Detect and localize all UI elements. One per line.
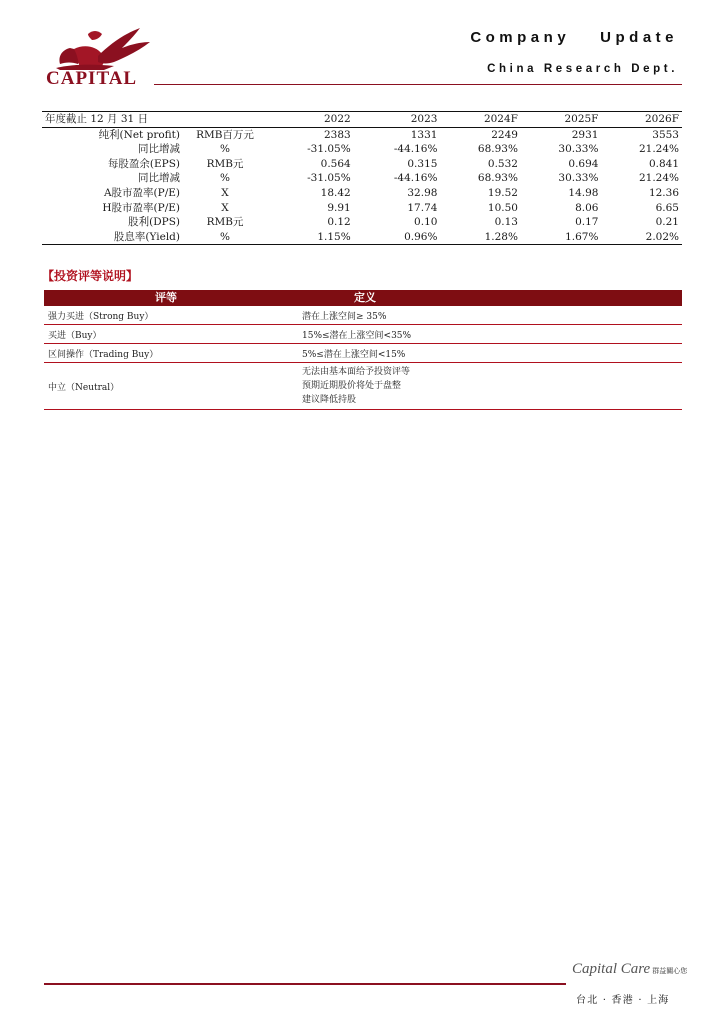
value-cell: 12.36	[648, 186, 679, 199]
value-cell: 14.98	[568, 186, 599, 199]
unit-cell: RMB元	[206, 157, 244, 170]
unit-cell: %	[220, 143, 230, 156]
header-cell: 2025F	[521, 112, 602, 128]
table-row	[42, 171, 682, 186]
value-cell: 30.33%	[558, 172, 599, 185]
unit-cell: %	[220, 172, 230, 185]
value-cell: -44.16%	[393, 143, 438, 156]
value-cell: -31.05%	[307, 172, 351, 185]
rating-name: 强力买进（Strong Buy）	[44, 306, 288, 325]
value-cell: 10.50	[487, 201, 518, 214]
value-cell: 0.564	[320, 157, 351, 170]
table-row	[42, 127, 682, 142]
value-cell: -44.16%	[393, 172, 438, 185]
value-cell: 2931	[571, 128, 599, 141]
value-cell: 21.24%	[638, 172, 679, 185]
financial-summary-table	[42, 111, 682, 245]
value-cell: 0.21	[655, 216, 679, 229]
office-cities: 台北 · 香港 · 上海	[576, 995, 670, 1006]
value-cell: 21.24%	[638, 143, 679, 156]
logo-wordmark: CAPITAL	[46, 68, 138, 89]
value-cell: 0.12	[327, 216, 351, 229]
table-row	[42, 157, 682, 172]
value-cell: 17.74	[407, 201, 438, 214]
report-type-word-2: Update	[600, 29, 678, 46]
table-row	[44, 306, 682, 325]
rating-definition: 5%≤潜在上涨空间<15%	[288, 344, 682, 363]
table-row	[42, 201, 682, 216]
header-cell: 2024F	[440, 112, 521, 128]
header-cell: 2023	[354, 112, 441, 128]
footer-rule	[44, 983, 566, 985]
table-row	[44, 363, 682, 410]
value-cell: 1331	[410, 128, 438, 141]
header-cell: 2026F	[601, 112, 682, 128]
rating-definition: 潜在上涨空间≥ 35%	[288, 306, 682, 325]
header-cell	[183, 112, 267, 128]
rating-column-header: 评等	[44, 290, 288, 306]
value-cell: 0.694	[568, 157, 599, 170]
table-row	[44, 344, 682, 363]
metric-label: 股利(DPS)	[128, 216, 180, 229]
rating-name: 中立（Neutral）	[44, 363, 288, 410]
unit-cell: X	[221, 186, 229, 199]
value-cell: 0.13	[494, 216, 518, 229]
capital-care-logo	[572, 961, 687, 978]
value-cell: 2383	[323, 128, 351, 141]
value-cell: -31.05%	[307, 143, 351, 156]
value-cell: 6.65	[655, 201, 679, 214]
metric-label: 同比增减	[138, 172, 180, 185]
header-rule	[154, 84, 682, 85]
definition-line: 建议降低持股	[302, 395, 357, 405]
rating-section-heading: 【投资评等说明】	[42, 269, 139, 283]
definition-column-header: 定义	[288, 290, 682, 306]
rating-definition: 15%≤潜在上涨空间<35%	[288, 325, 682, 344]
value-cell: 3553	[652, 128, 679, 141]
value-cell: 0.841	[648, 157, 679, 170]
capital-care-tagline: 群益關心您	[652, 967, 688, 975]
metric-label: 同比增减	[138, 143, 180, 156]
table-row	[42, 186, 682, 201]
value-cell: 2249	[491, 128, 518, 141]
department-subtitle: China Research Dept.	[487, 63, 678, 75]
rating-header-row	[44, 290, 682, 306]
unit-cell: RMB百万元	[196, 128, 254, 141]
table-row	[42, 230, 682, 245]
metric-label: A股市盈率(P/E)	[103, 186, 180, 199]
report-type-title	[470, 29, 678, 46]
value-cell: 1.67%	[521, 230, 602, 245]
table-row	[42, 215, 682, 230]
value-cell: 0.96%	[354, 230, 441, 245]
rating-name: 区间操作（Trading Buy）	[44, 344, 288, 363]
value-cell: 19.52	[487, 186, 518, 199]
value-cell: 32.98	[407, 186, 438, 199]
capital-care-script: Capital Care	[572, 961, 651, 977]
rating-definition	[288, 363, 682, 410]
table-header-row	[42, 112, 682, 128]
value-cell: 0.532	[487, 157, 518, 170]
value-cell: 8.06	[575, 201, 599, 214]
value-cell: 18.42	[320, 186, 351, 199]
value-cell: 0.10	[414, 216, 438, 229]
value-cell: 1.15%	[267, 230, 354, 245]
unit-cell: %	[183, 230, 267, 245]
rating-name: 买进（Buy）	[44, 325, 288, 344]
definition-line: 预期近期股价将处于盘整	[302, 381, 402, 391]
value-cell: 30.33%	[558, 143, 599, 156]
table-row	[42, 142, 682, 157]
definition-line: 无法由基本面给予投资评等	[302, 367, 411, 377]
value-cell: 0.17	[575, 216, 599, 229]
table-row	[44, 325, 682, 344]
report-type-word-1: Company	[470, 29, 571, 46]
unit-cell: X	[221, 201, 229, 214]
metric-label: 每股盈余(EPS)	[107, 157, 180, 170]
value-cell: 9.91	[327, 201, 351, 214]
metric-label: 纯利(Net profit)	[98, 128, 180, 141]
rating-definition-table	[44, 290, 682, 410]
value-cell: 1.28%	[440, 230, 521, 245]
header-cell: 2022	[267, 112, 354, 128]
metric-label: H股市盈率(P/E)	[102, 201, 180, 214]
header-cell: 年度截止 12 月 31 日	[42, 112, 183, 128]
value-cell: 0.315	[407, 157, 438, 170]
value-cell: 68.93%	[477, 172, 518, 185]
value-cell: 2.02%	[601, 230, 682, 245]
value-cell: 68.93%	[477, 143, 518, 156]
metric-label: 股息率(Yield)	[42, 230, 183, 245]
unit-cell: RMB元	[206, 216, 244, 229]
